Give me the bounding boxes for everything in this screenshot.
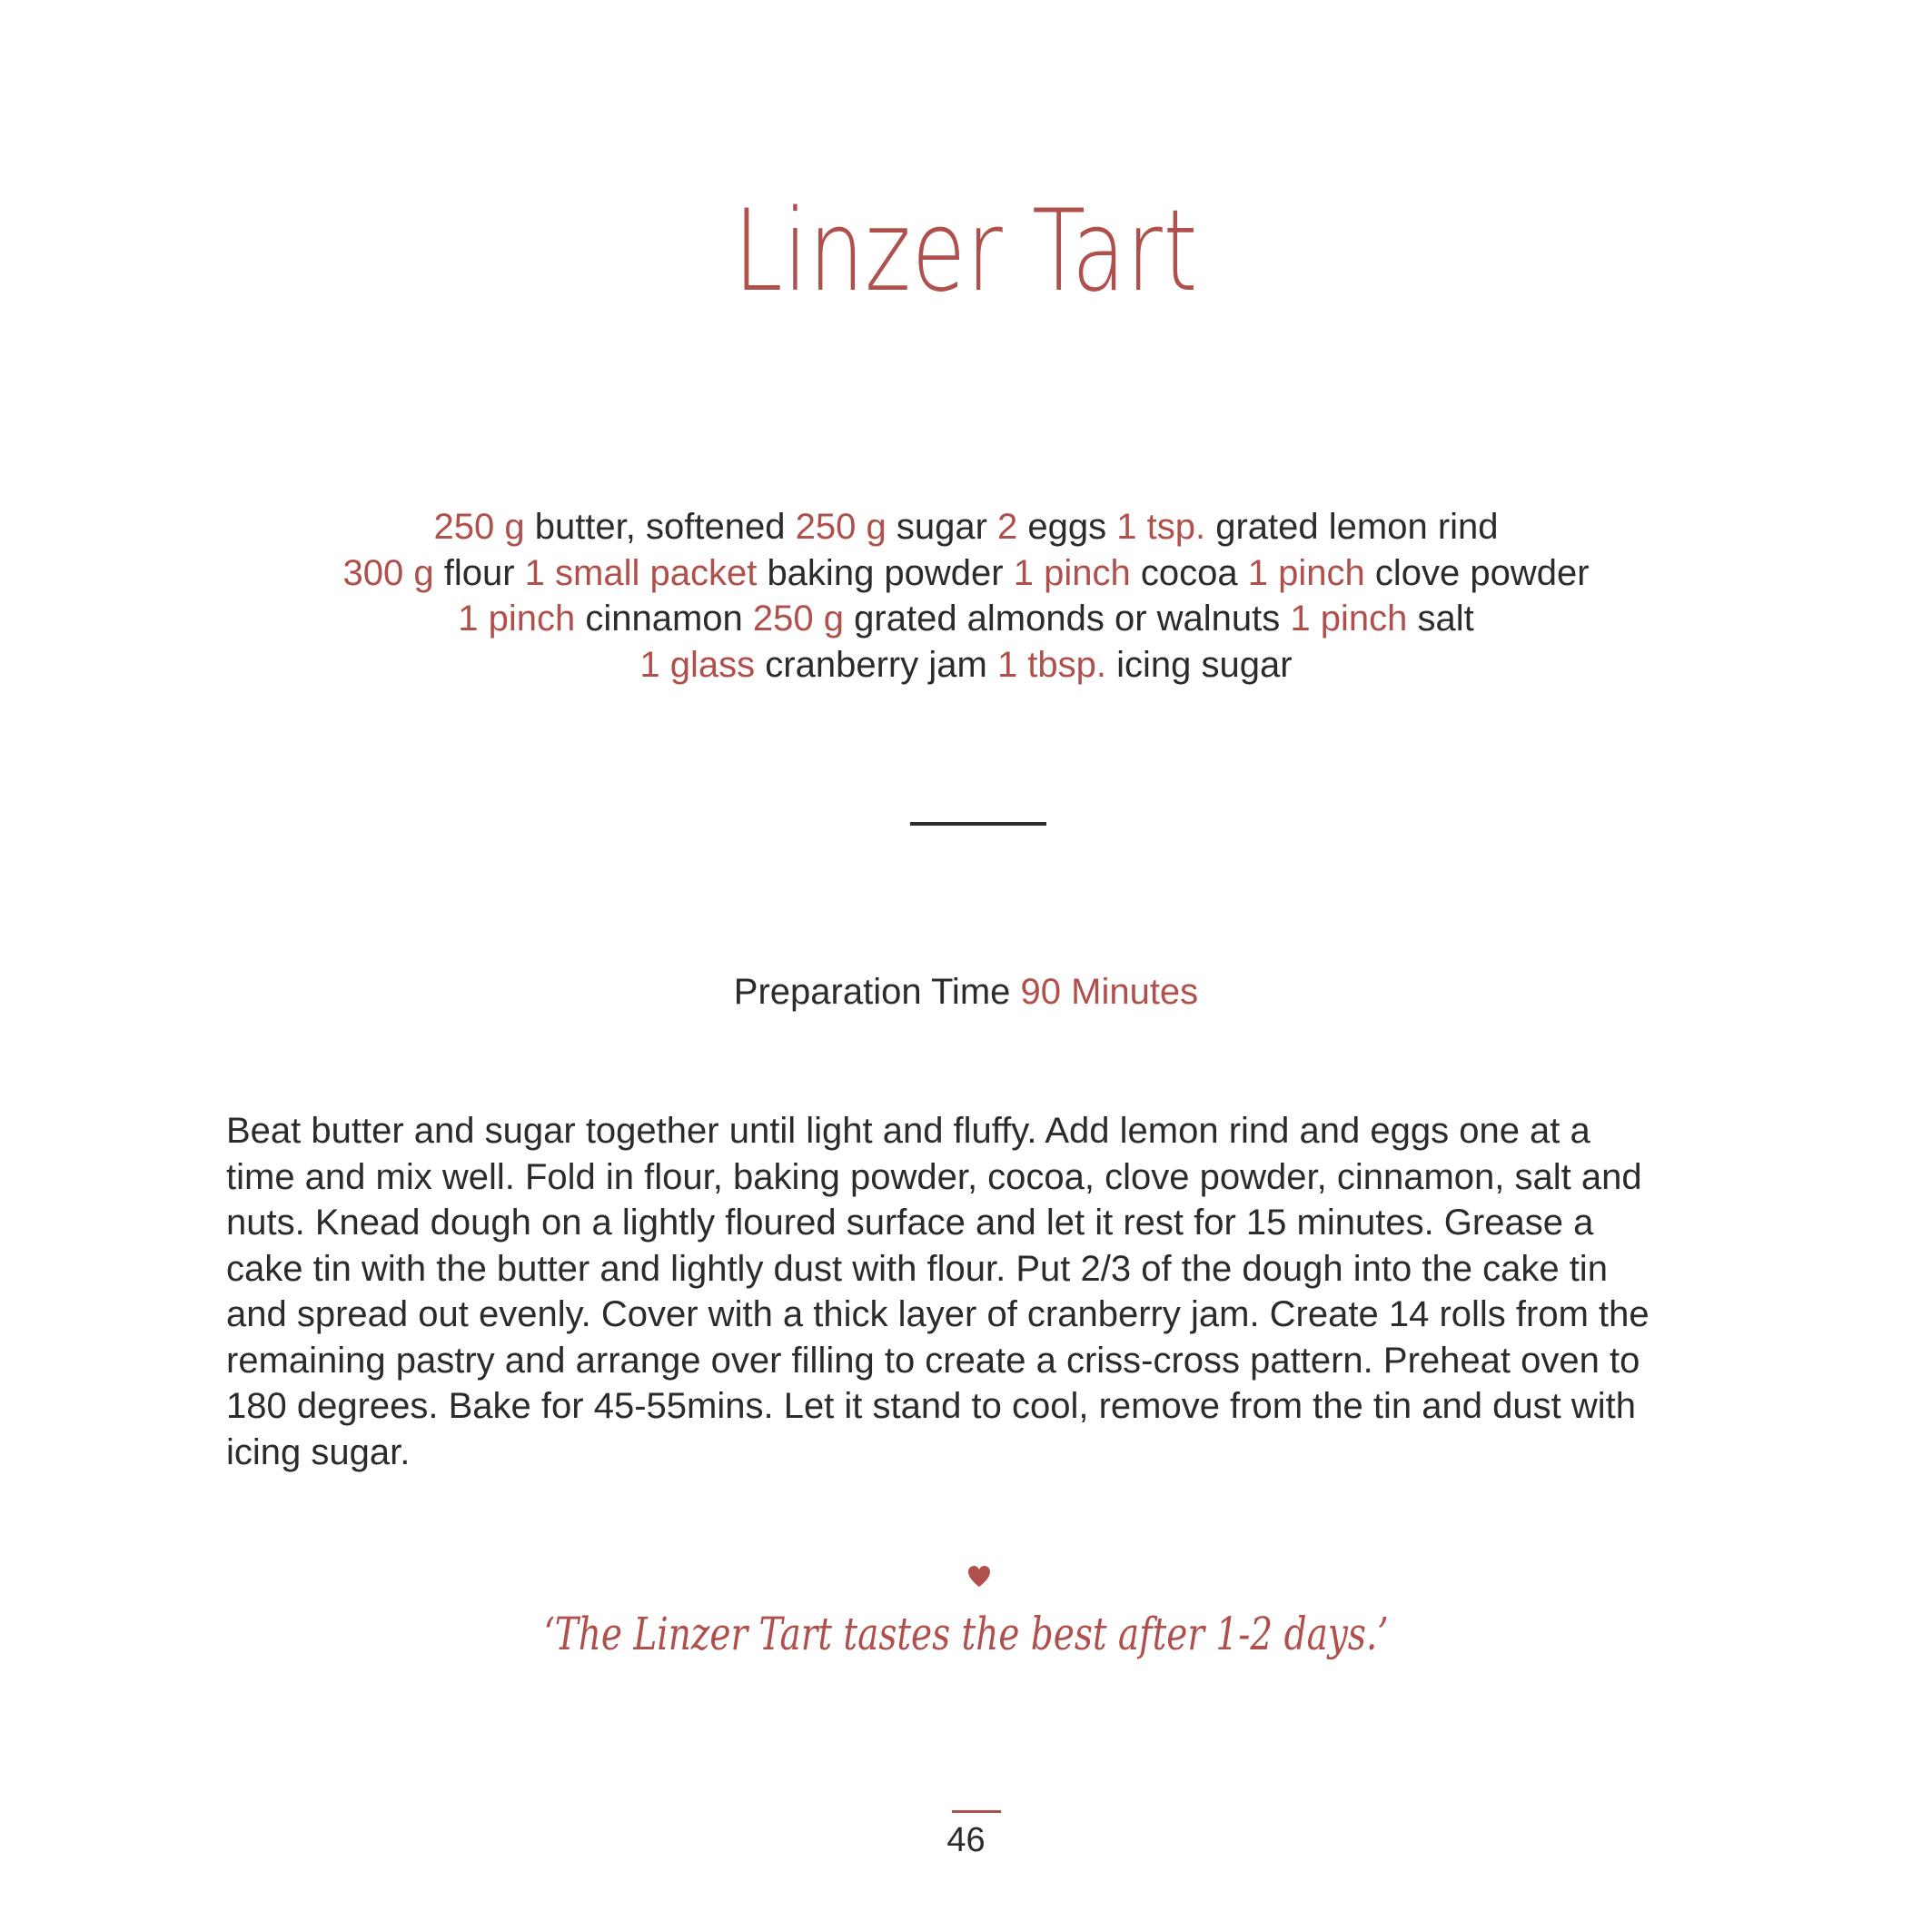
ingredient-name: salt: [1417, 599, 1474, 639]
preparation-value: 90 Minutes: [1020, 972, 1199, 1012]
instructions-line: remaining pastry and arrange over filling to create a criss-cross pattern. Preheat oven to: [226, 1340, 1640, 1381]
ingredient-name: grated lemon rind: [1215, 507, 1499, 547]
ingredient-name: cinnamon: [585, 599, 743, 639]
ingredients-line: [0, 642, 1932, 688]
heart-icon: [966, 1562, 993, 1589]
instructions-line: cake tin with the butter and lightly dust with flour. Put 2/3 of the dough into the cake tin: [226, 1248, 1608, 1289]
ingredient-quantity: 300 g: [342, 552, 434, 593]
ingredients-line: [0, 504, 1932, 550]
ingredient-name: butter, softened: [534, 507, 786, 547]
instructions-text: [226, 1108, 1716, 1475]
ingredient-quantity: 1 pinch: [1013, 552, 1131, 593]
page-number: 46: [946, 1821, 986, 1859]
ingredient-quantity: 1 tsp.: [1116, 507, 1206, 547]
ingredient-quantity: 2: [997, 507, 1018, 547]
ingredient-quantity: 1 pinch: [1247, 552, 1365, 593]
ingredient-name: cranberry jam: [765, 644, 987, 685]
instructions-line: nuts. Knead dough on a lightly floured surface and let it rest for 15 minutes. Grease a: [226, 1203, 1594, 1243]
ingredient-name: cocoa: [1140, 552, 1238, 593]
ingredients-list: [0, 504, 1932, 688]
ingredient-quantity: 1 pinch: [1290, 599, 1408, 639]
ingredients-line: [0, 596, 1932, 642]
ingredient-name: eggs: [1027, 507, 1107, 547]
ingredient-name: sugar: [896, 507, 987, 547]
recipe-title: Linzer Tart: [733, 186, 1199, 317]
ingredient-quantity: 250 g: [433, 507, 525, 547]
instructions-line: icing sugar.: [226, 1431, 411, 1472]
section-divider: [910, 822, 1046, 826]
instructions-line: Beat butter and sugar together until light and fluffy. Add lemon rind and eggs one at a: [226, 1111, 1590, 1151]
ingredient-name: flour: [443, 552, 515, 593]
ingredient-quantity: 250 g: [752, 599, 845, 639]
preparation-time: [0, 972, 1932, 1013]
ingredient-quantity: 250 g: [795, 507, 887, 547]
ingredients-line: [0, 550, 1932, 597]
page-number-rule: [952, 1810, 1001, 1813]
ingredient-name: icing sugar: [1116, 644, 1293, 685]
ingredient-name: baking powder: [767, 552, 1004, 593]
ingredient-quantity: 1 glass: [639, 644, 756, 685]
ingredient-quantity: 1 tbsp.: [996, 644, 1107, 685]
ingredient-name: grated almonds or walnuts: [854, 599, 1281, 639]
ingredient-quantity: 1 small packet: [524, 552, 758, 593]
ingredient-name: clove powder: [1374, 552, 1590, 593]
tip-quote: ‘The Linzer Tart tastes the best after 1-2 days.’: [543, 1608, 1389, 1660]
ingredient-quantity: 1 pinch: [458, 599, 576, 639]
instructions-line: 180 degrees. Bake for 45-55mins. Let it stand to cool, remove from the tin and dust with: [226, 1386, 1636, 1426]
preparation-label: Preparation Time: [733, 972, 1011, 1012]
instructions-line: time and mix well. Fold in flour, baking powder, cocoa, clove powder, cinnamon, salt and: [226, 1156, 1642, 1197]
instructions-line: and spread out evenly. Cover with a thick layer of cranberry jam. Create 14 rolls from the: [226, 1294, 1650, 1334]
